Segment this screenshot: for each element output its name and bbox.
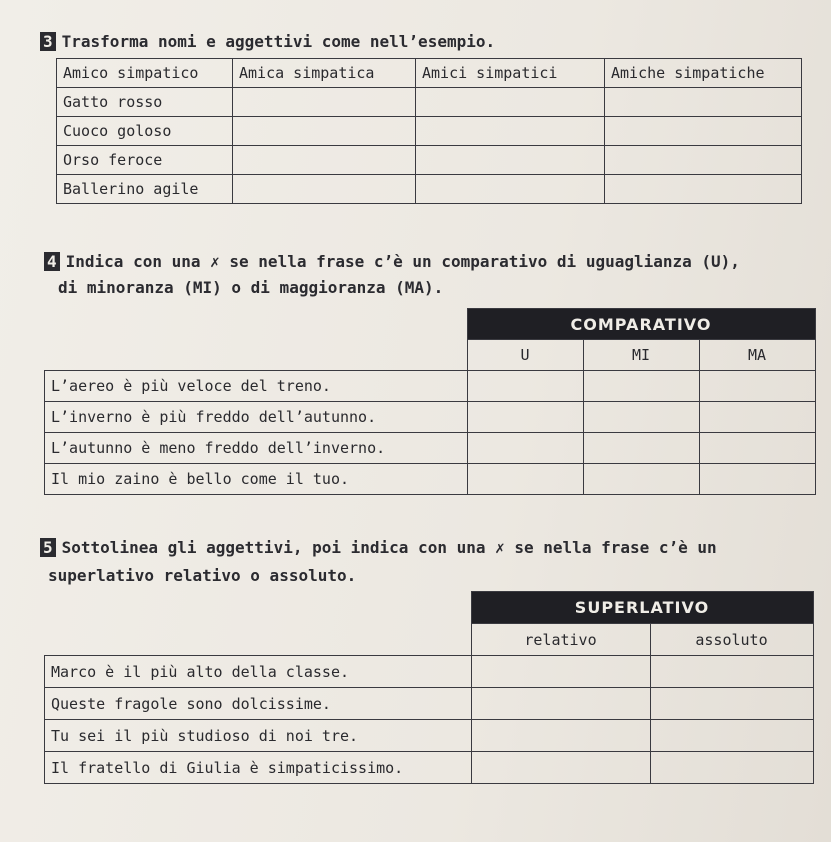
row-label: Cuoco goloso: [57, 117, 233, 146]
table-row: [45, 720, 814, 752]
checkbox-cell[interactable]: [650, 688, 813, 720]
column-relativo: relativo: [471, 624, 650, 656]
column-mi: MI: [583, 340, 699, 371]
checkbox-cell[interactable]: [471, 688, 650, 720]
table-row: [45, 752, 814, 784]
checkbox-cell[interactable]: [699, 402, 815, 433]
header-cell: Amiche simpatiche: [605, 59, 802, 88]
table-row: [45, 464, 816, 495]
row-label: Ballerino agile: [57, 175, 233, 204]
header-cell: Amica simpatica: [233, 59, 416, 88]
table-row: [45, 656, 814, 688]
exercise-3-instruction: Trasforma nomi e aggettivi come nell’esempio.: [61, 32, 496, 51]
empty-corner: [45, 592, 472, 624]
row-label: Orso feroce: [57, 146, 233, 175]
answer-cell[interactable]: [605, 88, 802, 117]
checkbox-cell[interactable]: [471, 656, 650, 688]
exercise-3-number: 3: [40, 32, 56, 51]
checkbox-cell[interactable]: [583, 371, 699, 402]
checkbox-cell[interactable]: [467, 433, 583, 464]
table-row: [45, 402, 816, 433]
adjective-transform-table: [56, 58, 802, 204]
table-row: [45, 371, 816, 402]
checkbox-cell[interactable]: [471, 752, 650, 784]
table-row: [57, 146, 802, 175]
exercise-5-instruction-line2: superlativo relativo o assoluto.: [48, 566, 357, 585]
sentence-cell: Il mio zaino è bello come il tuo.: [45, 464, 468, 495]
table-row: [57, 88, 802, 117]
checkbox-cell[interactable]: [467, 371, 583, 402]
checkbox-cell[interactable]: [467, 402, 583, 433]
checkbox-cell[interactable]: [583, 402, 699, 433]
answer-cell[interactable]: [605, 175, 802, 204]
answer-cell[interactable]: [233, 175, 416, 204]
answer-cell[interactable]: [416, 88, 605, 117]
answer-cell[interactable]: [416, 117, 605, 146]
column-assoluto: assoluto: [650, 624, 813, 656]
exercise-5-instruction-line1: Sottolinea gli aggettivi, poi indica con una ✗ se nella frase c’è un: [61, 538, 717, 557]
answer-cell[interactable]: [233, 117, 416, 146]
checkbox-cell[interactable]: [471, 720, 650, 752]
sentence-cell: Il fratello di Giulia è simpaticissimo.: [45, 752, 472, 784]
column-ma: MA: [699, 340, 815, 371]
header-cell: Amico simpatico: [57, 59, 233, 88]
superlativo-table: [44, 591, 814, 784]
exercise-4-instruction-line1: Indica con una ✗ se nella frase c’è un comparativo di uguaglianza (U),: [65, 252, 740, 271]
sentence-cell: Tu sei il più studioso di noi tre.: [45, 720, 472, 752]
empty-corner: [45, 624, 472, 656]
group-header-row: [45, 309, 816, 340]
checkbox-cell[interactable]: [650, 752, 813, 784]
answer-cell[interactable]: [416, 175, 605, 204]
checkbox-cell[interactable]: [467, 464, 583, 495]
checkbox-cell[interactable]: [650, 656, 813, 688]
table-row: [57, 117, 802, 146]
answer-cell[interactable]: [605, 146, 802, 175]
exercise-4-instruction-line2: di minoranza (MI) o di maggioranza (MA).: [58, 278, 444, 297]
answer-cell[interactable]: [416, 146, 605, 175]
comparativo-table: [44, 308, 816, 495]
answer-cell[interactable]: [233, 146, 416, 175]
header-cell: Amici simpatici: [416, 59, 605, 88]
column-u: U: [467, 340, 583, 371]
checkbox-cell[interactable]: [699, 371, 815, 402]
sentence-cell: L’inverno è più freddo dell’autunno.: [45, 402, 468, 433]
group-header-row: [45, 592, 814, 624]
checkbox-cell[interactable]: [699, 464, 815, 495]
table-row: [45, 433, 816, 464]
column-header-row: [45, 340, 816, 371]
column-header-row: [45, 624, 814, 656]
exercise-5-number: 5: [40, 538, 56, 557]
sentence-cell: Marco è il più alto della classe.: [45, 656, 472, 688]
comparativo-header: COMPARATIVO: [467, 309, 815, 340]
table-row: [45, 688, 814, 720]
checkbox-cell[interactable]: [650, 720, 813, 752]
sentence-cell: L’aereo è più veloce del treno.: [45, 371, 468, 402]
exercise-3-heading: [40, 32, 495, 51]
checkbox-cell[interactable]: [583, 433, 699, 464]
exercise-4-number: 4: [44, 252, 60, 271]
row-label: Gatto rosso: [57, 88, 233, 117]
table-row: [57, 175, 802, 204]
empty-corner: [45, 340, 468, 371]
sentence-cell: Queste fragole sono dolcissime.: [45, 688, 472, 720]
checkbox-cell[interactable]: [583, 464, 699, 495]
empty-corner: [45, 309, 468, 340]
exercise-5-heading: [40, 538, 717, 557]
checkbox-cell[interactable]: [699, 433, 815, 464]
sentence-cell: L’autunno è meno freddo dell’inverno.: [45, 433, 468, 464]
table-header-row: [57, 59, 802, 88]
superlativo-header: SUPERLATIVO: [471, 592, 813, 624]
exercise-4-heading: [44, 252, 740, 271]
answer-cell[interactable]: [605, 117, 802, 146]
answer-cell[interactable]: [233, 88, 416, 117]
